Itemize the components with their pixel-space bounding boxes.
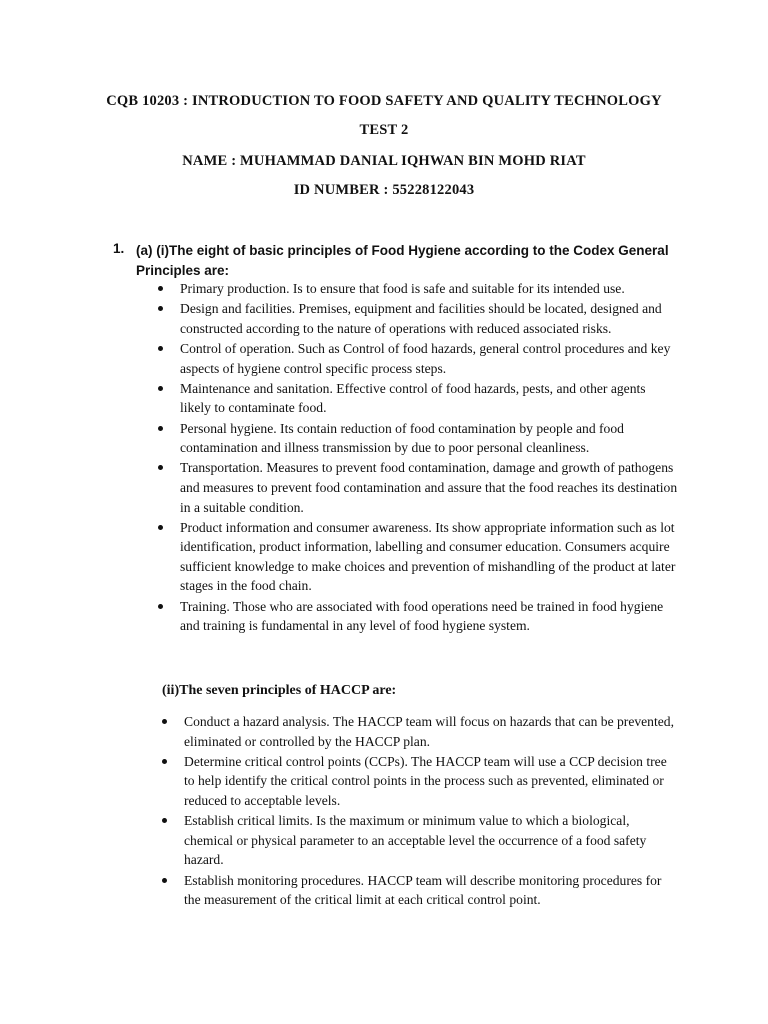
- list-item: [158, 712, 678, 751]
- list-item-text: Maintenance and sanitation. Effective control of food hazards, pests, and other agents likely to contaminate food.: [180, 380, 646, 416]
- list-item: [158, 811, 678, 870]
- bullet-icon: [158, 604, 163, 609]
- bullet-icon: [158, 525, 163, 530]
- list-item: [158, 752, 678, 811]
- list-item-text: Personal hygiene. Its contain reduction of food contamination by people and food contamination and illness transmission by due to poor personal cleanliness.: [180, 420, 624, 456]
- list-item-text: Control of operation. Such as Control of food hazards, general control procedures and key aspects of hygiene control specific process steps.: [180, 340, 671, 376]
- student-name: NAME : MUHAMMAD DANIAL IQHWAN BIN MOHD RIAT: [182, 153, 586, 169]
- list-item: [154, 379, 679, 418]
- list-item-text: Product information and consumer awareness. Its show appropriate information such as lot identification, product information, labelling and consumer education. Consumers acquire sufficient knowledge to make choices and prevention of mishandling of the product at later stages in the food chain.: [180, 519, 676, 594]
- list-item-text: Determine critical control points (CCPs). The HACCP team will use a CCP decision tree to help identify the critical control points in the process such as prevented, eliminated or reduced to acceptable levels.: [184, 753, 667, 808]
- question-number: 1.: [113, 241, 125, 256]
- bullet-icon: [158, 426, 163, 431]
- bullet-icon: [162, 759, 167, 764]
- list-item: [154, 518, 679, 596]
- bullet-icon: [162, 719, 167, 724]
- question-heading: (a) (i)The eight of basic principles of Food Hygiene according to the Codex General Principles are:: [136, 243, 669, 278]
- list-item-text: Primary production. Is to ensure that food is safe and suitable for its intended use.: [180, 281, 625, 296]
- haccp-heading: (ii)The seven principles of HACCP are:: [162, 683, 397, 698]
- bullet-icon: [162, 818, 167, 823]
- list-item-text: Design and facilities. Premises, equipment and facilities should be located, designed and constructed according to the nature of operations with reduced associated risks.: [180, 301, 662, 336]
- list-item-text: Transportation. Measures to prevent food contamination, damage and growth of pathogens and measures to prevent food contamination and assure that the food reaches its destination in a suitable condition.: [180, 460, 678, 515]
- bullet-icon: [158, 386, 163, 391]
- haccp-principles-list: [158, 712, 678, 910]
- bullet-icon: [158, 346, 163, 351]
- food-hygiene-principles-list: [154, 279, 679, 636]
- list-item: [154, 339, 679, 378]
- list-item-text: Establish critical limits. Is the maximum or minimum value to which a biological, chemical or physical parameter to an acceptable level the occurrence of a food safety hazard.: [184, 813, 647, 868]
- bullet-icon: [158, 465, 163, 470]
- course-title: CQB 10203 : INTRODUCTION TO FOOD SAFETY AND QUALITY TECHNOLOGY: [106, 93, 662, 109]
- list-item: [154, 299, 679, 338]
- bullet-icon: [162, 878, 167, 883]
- list-item-text: Training. Those who are associated with food operations need be trained in food hygiene and training is fundamental in any level of food hygiene system.: [180, 598, 664, 634]
- id-number: ID NUMBER : 55228122043: [293, 182, 475, 198]
- list-item: [154, 597, 679, 636]
- list-item: [154, 458, 679, 517]
- bullet-icon: [158, 286, 163, 291]
- list-item-text: Establish monitoring procedures. HACCP team will describe monitoring procedures for the measurement of the critical limit at each critical control point.: [184, 872, 662, 908]
- list-item: [154, 279, 679, 299]
- bullet-icon: [158, 306, 163, 311]
- list-item: [154, 419, 679, 458]
- test-label: TEST 2: [359, 122, 409, 138]
- list-item: [158, 871, 678, 910]
- list-item-text: Conduct a hazard analysis. The HACCP team will focus on hazards that can be prevented, eliminated or controlled by the HACCP plan.: [184, 714, 674, 749]
